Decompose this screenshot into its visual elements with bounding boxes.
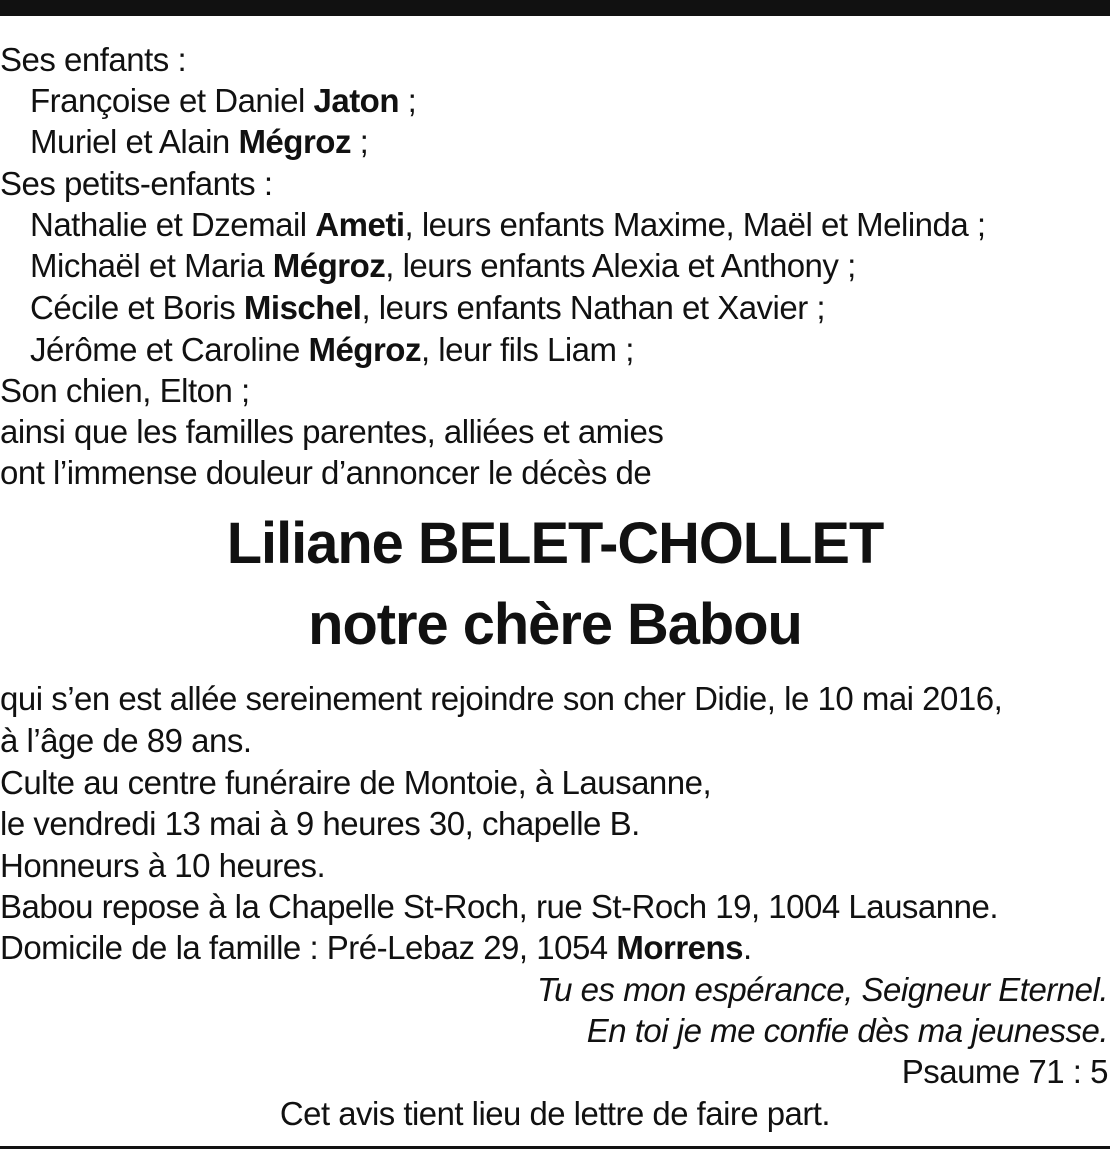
detail-line-3: Culte au centre funéraire de Montoie, à Lausanne, xyxy=(0,764,712,801)
domicile-town: Morrens xyxy=(616,929,744,966)
child-after: ; xyxy=(399,82,417,119)
detail-line-4: le vendredi 13 mai à 9 heures 30, chapelle B. xyxy=(0,805,640,842)
grandchild-given: Jérôme et Caroline xyxy=(30,331,300,368)
children-heading: Ses enfants : xyxy=(0,41,187,78)
announce-line: ont l’immense douleur d’annoncer le décès de xyxy=(0,454,652,491)
child-after: ; xyxy=(350,123,369,160)
child-line-1 xyxy=(30,80,416,122)
bottom-rule xyxy=(0,1146,1110,1149)
grandchild-given: Michaël et Maria xyxy=(30,247,265,284)
grandchild-after: , leurs enfants Alexia et Anthony ; xyxy=(385,247,856,284)
grandchild-after: , leur fils Liam ; xyxy=(420,331,634,368)
grandchild-after: , leurs enfants Maxime, Maël et Melinda ; xyxy=(404,206,986,243)
verse-line-2: En toi je me confie dès ma jeunesse. xyxy=(586,1012,1108,1049)
dog-line: Son chien, Elton ; xyxy=(0,372,250,409)
detail-line-5: Honneurs à 10 heures. xyxy=(0,847,326,884)
child-surname: Jaton xyxy=(313,82,399,119)
grandchild-line-4 xyxy=(30,329,634,371)
child-surname: Mégroz xyxy=(238,123,351,160)
families-line: ainsi que les familles parentes, alliées et amies xyxy=(0,413,664,450)
domicile-line xyxy=(0,927,752,969)
grandchild-line-1 xyxy=(30,204,986,246)
domicile-text: Domicile de la famille : Pré-Lebaz 29, 1054 xyxy=(0,929,617,966)
grandchild-surname: Mégroz xyxy=(272,247,386,284)
grandchild-given: Nathalie et Dzemail xyxy=(30,206,307,243)
grandchild-surname: Ameti xyxy=(315,206,405,243)
closing-line: Cet avis tient lieu de lettre de faire part. xyxy=(279,1095,831,1132)
child-given: Muriel et Alain xyxy=(30,123,230,160)
verse-reference: Psaume 71 : 5 xyxy=(901,1053,1108,1090)
deceased-nickname: notre chère Babou xyxy=(308,592,802,657)
detail-line-2: à l’âge de 89 ans. xyxy=(0,722,252,759)
child-line-2 xyxy=(30,121,368,163)
detail-line-6: Babou repose à la Chapelle St-Roch, rue St-Roch 19, 1004 Lausanne. xyxy=(0,888,999,925)
verse-line-1: Tu es mon espérance, Seigneur Eternel. xyxy=(536,971,1108,1008)
grandchild-after: , leurs enfants Nathan et Xavier ; xyxy=(361,289,826,326)
deceased-name: Liliane BELET-CHOLLET xyxy=(226,511,884,576)
grandchildren-heading: Ses petits-enfants : xyxy=(0,165,273,202)
domicile-after: . xyxy=(743,929,752,966)
grandchild-line-3 xyxy=(30,287,825,329)
grandchild-line-2 xyxy=(30,245,856,287)
detail-line-1: qui s’en est allée sereinement rejoindre son cher Didie, le 10 mai 2016, xyxy=(0,680,1003,717)
child-given: Françoise et Daniel xyxy=(30,82,305,119)
grandchild-surname: Mischel xyxy=(243,289,362,326)
top-rule xyxy=(0,0,1110,16)
grandchild-given: Cécile et Boris xyxy=(30,289,236,326)
grandchild-surname: Mégroz xyxy=(308,331,421,368)
